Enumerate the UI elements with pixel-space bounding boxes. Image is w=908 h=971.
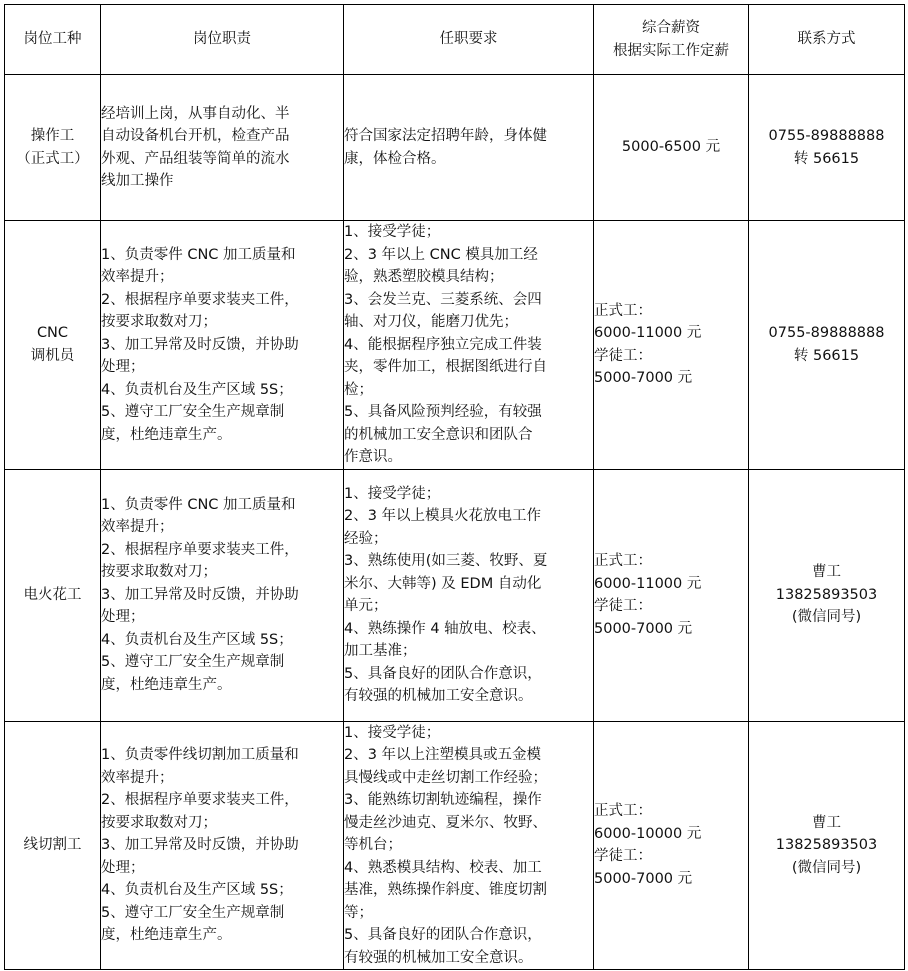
duty-line: 按要求取数对刀； xyxy=(101,814,217,831)
req-line: 验，熟悉塑胶模具结构； xyxy=(344,269,504,285)
title-line: （正式工） xyxy=(16,150,89,167)
duty-line: 5、遵守工厂安全生产规章制 xyxy=(101,654,285,671)
contact-line: 13825893503 xyxy=(775,837,878,853)
pay-line: 学徒工： xyxy=(594,848,652,865)
job-title-cell xyxy=(5,721,101,970)
req-line: 4、能根据程序独立完成工件装 xyxy=(344,336,542,353)
header-title: 岗位工种 xyxy=(5,5,101,75)
pay-line: 正式工： xyxy=(594,553,652,569)
req-line: 2、3 年以上 CNC 模具加工经 xyxy=(344,246,538,263)
duty-line: 4、负责机台及生产区域 5S； xyxy=(101,381,293,398)
job-title-cell xyxy=(5,75,101,221)
requirements-cell xyxy=(344,221,594,470)
duty-line: 1、负责零件 CNC 加工质量和 xyxy=(101,496,296,513)
duty-line: 按要求取数对刀； xyxy=(101,314,217,330)
pay-cell xyxy=(594,75,749,221)
req-line: 4、熟练操作 4 轴放电、校表、 xyxy=(344,620,546,637)
duty-line: 3、加工异常及时反馈，并协助 xyxy=(101,336,299,353)
contact-line: 0755-89888888 xyxy=(768,128,885,144)
req-line: 5、具备良好的团队合作意识， xyxy=(344,665,542,682)
duty-line: 度，杜绝违章生产。 xyxy=(101,927,232,943)
duty-line: 度，杜绝违章生产。 xyxy=(101,426,232,443)
contact-line: 曹工 xyxy=(812,814,841,831)
pay-line: 5000-6500 元 xyxy=(621,139,721,156)
job-title-cell xyxy=(5,469,101,721)
duty-line: 效率提升； xyxy=(101,769,174,786)
header-pay xyxy=(594,5,749,75)
duty-line: 处理； xyxy=(101,359,145,375)
header-contact: 联系方式 xyxy=(749,5,905,75)
req-line: 加工基准； xyxy=(344,643,417,659)
req-line: 2、3 年以上模具火花放电工作 xyxy=(344,508,542,524)
req-line: 等机台； xyxy=(344,837,402,853)
duty-line: 外观、产品组装等简单的流水 xyxy=(101,150,290,167)
duty-line: 1、负责零件线切割加工质量和 xyxy=(101,747,299,763)
requirements-cell xyxy=(344,75,594,221)
pay-line: 6000-11000 元 xyxy=(594,325,702,342)
duty-cell xyxy=(101,75,344,221)
duty-line: 线加工操作 xyxy=(101,173,174,189)
req-line: 夹，零件加工，根据图纸进行自 xyxy=(344,359,547,375)
pay-line: 6000-10000 元 xyxy=(594,825,702,842)
pay-line: 正式工： xyxy=(594,302,652,319)
header-duty: 岗位职责 xyxy=(101,5,344,75)
pay-line: 学徒工： xyxy=(594,598,652,614)
duty-line: 4、负责机台及生产区域 5S； xyxy=(101,631,293,648)
duty-line: 3、加工异常及时反馈，并协助 xyxy=(101,837,299,853)
header-row xyxy=(5,5,905,75)
header-pay-line1: 综合薪资 xyxy=(642,20,700,36)
duty-line: 处理； xyxy=(101,859,145,876)
req-line: 4、熟悉模具结构、校表、加工 xyxy=(344,859,542,876)
duty-cell xyxy=(101,721,344,970)
req-line: 5、具备良好的团队合作意识， xyxy=(344,927,542,943)
pay-cell xyxy=(594,469,749,721)
duty-line: 3、加工异常及时反馈，并协助 xyxy=(101,586,299,603)
req-line: 1、接受学徒； xyxy=(344,224,441,240)
duty-line: 效率提升； xyxy=(101,269,174,285)
duty-line: 度，杜绝违章生产。 xyxy=(101,676,232,693)
contact-line: 转 56615 xyxy=(793,150,860,167)
pay-line: 正式工： xyxy=(594,803,652,820)
contact-cell xyxy=(749,75,905,221)
duty-line: 5、遵守工厂安全生产规章制 xyxy=(101,404,285,420)
pay-line: 6000-11000 元 xyxy=(594,575,702,592)
title-line: 电火花工 xyxy=(23,586,82,603)
req-line: 轴、对刀仪，能磨刀优先； xyxy=(344,314,518,330)
contact-line: 13825893503 xyxy=(775,586,878,603)
req-line: 米尔、大韩等) 及 EDM 自动化 xyxy=(344,575,542,592)
job-table xyxy=(4,4,905,970)
title-line: 调机员 xyxy=(30,347,75,364)
pay-cell xyxy=(594,721,749,970)
contact-line: 曹工 xyxy=(812,564,841,581)
req-line: 单元； xyxy=(344,598,388,614)
pay-line: 5000-7000 元 xyxy=(594,620,693,637)
req-line: 3、能熟练切割轨迹编程，操作 xyxy=(344,792,542,808)
duty-line: 1、负责零件 CNC 加工质量和 xyxy=(101,246,296,263)
req-line: 有较强的机械加工安全意识。 xyxy=(344,688,533,704)
pay-line: 5000-7000 元 xyxy=(594,370,693,387)
title-line: 线切割工 xyxy=(23,837,82,853)
duty-cell xyxy=(101,469,344,721)
title-line: 操作工 xyxy=(30,128,75,144)
requirements-cell xyxy=(344,469,594,721)
duty-line: 2、根据程序单要求装夹工件， xyxy=(101,792,299,808)
req-line: 有较强的机械加工安全意识。 xyxy=(344,949,533,966)
req-line: 3、会发兰克、三菱系统、会四 xyxy=(344,291,542,308)
duty-line: 自动设备机台开机，检查产品 xyxy=(101,128,290,144)
req-line: 基准，熟练操作斜度、锥度切割 xyxy=(344,882,547,898)
pay-line: 学徒工： xyxy=(594,347,652,364)
header-requirements: 任职要求 xyxy=(344,5,594,75)
duty-line: 2、根据程序单要求装夹工件， xyxy=(101,541,299,558)
req-line: 1、接受学徒； xyxy=(344,485,441,502)
req-line: 经验； xyxy=(344,530,388,547)
contact-line: 0755-89888888 xyxy=(768,325,885,342)
req-line: 具慢线或中走丝切割工作经验； xyxy=(344,769,547,786)
duty-line: 2、根据程序单要求装夹工件， xyxy=(101,291,299,308)
contact-cell xyxy=(749,469,905,721)
contact-line: (微信同号) xyxy=(791,609,862,626)
table-row xyxy=(5,469,905,721)
duty-cell xyxy=(101,221,344,470)
req-line: 等； xyxy=(344,904,373,921)
req-line: 慢走丝沙迪克、夏米尔、牧野、 xyxy=(344,814,547,831)
pay-line: 5000-7000 元 xyxy=(594,870,693,887)
duty-line: 经培训上岗，从事自动化、半 xyxy=(101,105,290,122)
req-line: 的机械加工安全意识和团队合 xyxy=(344,426,533,443)
duty-line: 4、负责机台及生产区域 5S； xyxy=(101,882,293,898)
req-line: 符合国家法定招聘年龄，身体健 xyxy=(344,128,547,144)
duty-line: 效率提升； xyxy=(101,519,174,536)
requirements-cell xyxy=(344,721,594,970)
contact-line: (微信同号) xyxy=(791,859,862,876)
req-line: 1、接受学徒； xyxy=(344,724,441,741)
table-row xyxy=(5,75,905,221)
duty-line: 5、遵守工厂安全生产规章制 xyxy=(101,904,285,921)
job-title-cell xyxy=(5,221,101,470)
req-line: 作意识。 xyxy=(344,449,402,465)
req-line: 5、具备风险预判经验，有较强 xyxy=(344,404,542,420)
table-row xyxy=(5,221,905,470)
header-pay-line2: 根据实际工作定薪 xyxy=(613,42,729,59)
req-line: 2、3 年以上注塑模具或五金模 xyxy=(344,747,542,763)
duty-line: 处理； xyxy=(101,609,145,626)
req-line: 康，体检合格。 xyxy=(344,150,446,167)
req-line: 3、熟练使用(如三菱、牧野、夏 xyxy=(344,553,548,569)
contact-cell xyxy=(749,221,905,470)
table-row xyxy=(5,721,905,970)
contact-cell xyxy=(749,721,905,970)
req-line: 检； xyxy=(344,381,373,398)
duty-line: 按要求取数对刀； xyxy=(101,564,217,581)
contact-line: 转 56615 xyxy=(793,347,860,364)
pay-cell xyxy=(594,221,749,470)
title-line: CNC xyxy=(36,325,69,342)
